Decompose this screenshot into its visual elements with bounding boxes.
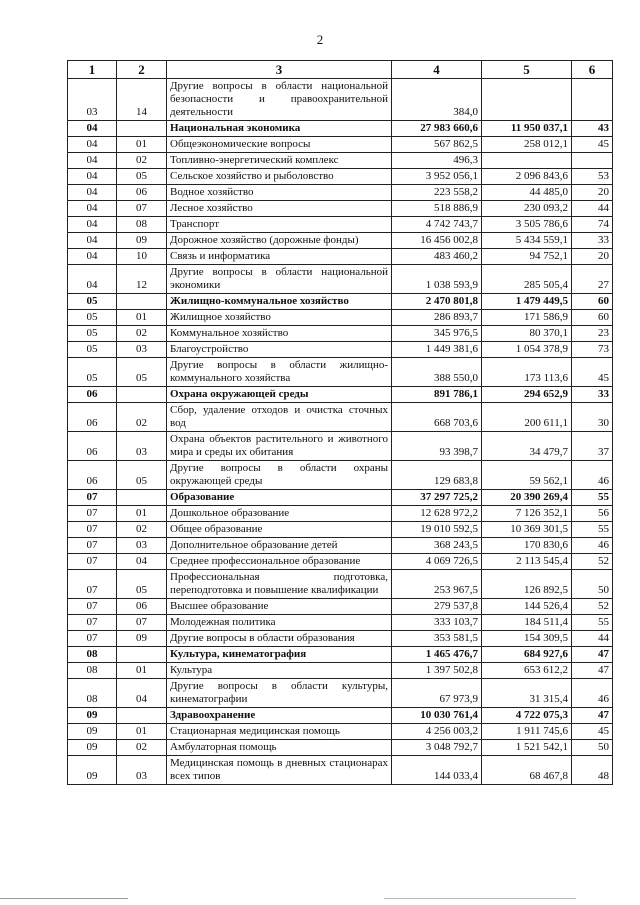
execution-amount-cell: 2 113 545,4 [482,554,572,570]
item-name-cell: Связь и информатика [167,249,392,265]
plan-amount-cell: 3 048 792,7 [392,740,482,756]
plan-amount-cell: 353 581,5 [392,631,482,647]
execution-amount-cell: 144 526,4 [482,599,572,615]
execution-amount-cell: 684 927,6 [482,647,572,663]
table-row [68,79,613,121]
subsection-code-cell: 05 [117,461,167,490]
section-code-cell: 07 [68,522,117,538]
item-name-cell: Топливно-энергетический комплекс [167,153,392,169]
section-code-cell: 04 [68,233,117,249]
execution-amount-cell: 171 586,9 [482,310,572,326]
plan-amount-cell: 2 470 801,8 [392,294,482,310]
table-row [68,724,613,740]
plan-amount-cell: 368 243,5 [392,538,482,554]
subsection-code-cell: 01 [117,137,167,153]
table-row [68,663,613,679]
section-code-cell: 06 [68,432,117,461]
column-header: 3 [167,61,392,79]
item-name-cell: Молодежная политика [167,615,392,631]
subsection-code-cell: 09 [117,233,167,249]
plan-amount-cell: 279 537,8 [392,599,482,615]
column-header: 4 [392,61,482,79]
item-name-cell: Дошкольное образование [167,506,392,522]
subsection-code-cell: 06 [117,599,167,615]
subsection-code-cell [117,121,167,137]
table-row [68,756,613,785]
execution-amount-cell: 3 505 786,6 [482,217,572,233]
section-code-cell: 04 [68,137,117,153]
plan-amount-cell: 567 862,5 [392,137,482,153]
item-name-cell: Другие вопросы в области национальной экономики [167,265,392,294]
subsection-code-cell: 01 [117,663,167,679]
table-row [68,554,613,570]
table-row [68,137,613,153]
execution-amount-cell: 5 434 559,1 [482,233,572,249]
execution-amount-cell: 34 479,7 [482,432,572,461]
subsection-code-cell [117,647,167,663]
execution-amount-cell: 31 315,4 [482,679,572,708]
budget-table [67,60,613,785]
section-row [68,647,613,663]
plan-amount-cell: 37 297 725,2 [392,490,482,506]
table-row [68,599,613,615]
table-row [68,169,613,185]
percent-cell: 48 [572,756,613,785]
section-code-cell: 04 [68,169,117,185]
percent-cell: 55 [572,522,613,538]
column-header: 5 [482,61,572,79]
table-row [68,265,613,294]
execution-amount-cell: 653 612,2 [482,663,572,679]
section-code-cell: 05 [68,326,117,342]
percent-cell: 47 [572,647,613,663]
plan-amount-cell: 483 460,2 [392,249,482,265]
subsection-code-cell: 01 [117,724,167,740]
item-name-cell: Общее образование [167,522,392,538]
item-name-cell: Лесное хозяйство [167,201,392,217]
item-name-cell: Другие вопросы в области жилищно-коммунального хозяйства [167,358,392,387]
item-name-cell: Высшее образование [167,599,392,615]
execution-amount-cell: 294 652,9 [482,387,572,403]
section-code-cell: 07 [68,599,117,615]
subsection-code-cell: 10 [117,249,167,265]
percent-cell: 53 [572,169,613,185]
table-row [68,310,613,326]
plan-amount-cell: 1 465 476,7 [392,647,482,663]
plan-amount-cell: 4 256 003,2 [392,724,482,740]
section-code-cell: 08 [68,663,117,679]
plan-amount-cell: 345 976,5 [392,326,482,342]
percent-cell: 56 [572,506,613,522]
execution-amount-cell: 4 722 075,3 [482,708,572,724]
plan-amount-cell: 144 033,4 [392,756,482,785]
percent-cell: 55 [572,490,613,506]
subsection-code-cell [117,387,167,403]
subsection-code-cell: 03 [117,538,167,554]
plan-amount-cell: 10 030 761,4 [392,708,482,724]
percent-cell: 45 [572,358,613,387]
percent-cell: 30 [572,403,613,432]
section-code-cell: 09 [68,724,117,740]
percent-cell: 52 [572,599,613,615]
table-row [68,185,613,201]
section-code-cell: 07 [68,554,117,570]
subsection-code-cell: 07 [117,615,167,631]
page-number: 2 [316,32,324,47]
percent-cell: 73 [572,342,613,358]
execution-amount-cell: 44 485,0 [482,185,572,201]
table-row [68,740,613,756]
section-code-cell: 04 [68,153,117,169]
percent-cell: 47 [572,663,613,679]
plan-amount-cell: 93 398,7 [392,432,482,461]
execution-amount-cell: 59 562,1 [482,461,572,490]
table-row [68,342,613,358]
percent-cell: 74 [572,217,613,233]
execution-amount-cell: 11 950 037,1 [482,121,572,137]
item-name-cell: Охрана объектов растительного и животного мира и среды их обитания [167,432,392,461]
item-name-cell: Амбулаторная помощь [167,740,392,756]
subsection-code-cell: 05 [117,169,167,185]
item-name-cell: Жилищно-коммунальное хозяйство [167,294,392,310]
item-name-cell: Среднее профессиональное образование [167,554,392,570]
section-code-cell: 07 [68,615,117,631]
plan-amount-cell: 496,3 [392,153,482,169]
subsection-code-cell [117,294,167,310]
table-row [68,679,613,708]
percent-cell: 45 [572,137,613,153]
execution-amount-cell: 1 911 745,6 [482,724,572,740]
table-row [68,631,613,647]
table-row [68,522,613,538]
execution-amount-cell: 2 096 843,6 [482,169,572,185]
plan-amount-cell: 891 786,1 [392,387,482,403]
item-name-cell: Стационарная медицинская помощь [167,724,392,740]
section-code-cell: 04 [68,201,117,217]
plan-amount-cell: 253 967,5 [392,570,482,599]
percent-cell: 60 [572,310,613,326]
section-code-cell: 07 [68,506,117,522]
subsection-code-cell [117,708,167,724]
table-row [68,233,613,249]
subsection-code-cell [117,490,167,506]
percent-cell [572,153,613,169]
subsection-code-cell: 03 [117,342,167,358]
subsection-code-cell: 04 [117,679,167,708]
execution-amount-cell: 94 752,1 [482,249,572,265]
item-name-cell: Здравоохранение [167,708,392,724]
subsection-code-cell: 02 [117,403,167,432]
percent-cell: 52 [572,554,613,570]
table-row [68,461,613,490]
item-name-cell: Коммунальное хозяйство [167,326,392,342]
section-code-cell: 08 [68,647,117,663]
section-row [68,387,613,403]
table-row [68,615,613,631]
plan-amount-cell: 1 449 381,6 [392,342,482,358]
subsection-code-cell: 05 [117,358,167,387]
subsection-code-cell: 12 [117,265,167,294]
percent-cell: 33 [572,387,613,403]
item-name-cell: Дорожное хозяйство (дорожные фонды) [167,233,392,249]
subsection-code-cell: 14 [117,79,167,121]
plan-amount-cell: 223 558,2 [392,185,482,201]
execution-amount-cell: 10 369 301,5 [482,522,572,538]
item-name-cell: Национальная экономика [167,121,392,137]
section-row [68,708,613,724]
subsection-code-cell: 03 [117,756,167,785]
item-name-cell: Водное хозяйство [167,185,392,201]
execution-amount-cell: 68 467,8 [482,756,572,785]
table-row [68,506,613,522]
plan-amount-cell: 12 628 972,2 [392,506,482,522]
section-code-cell: 07 [68,538,117,554]
item-name-cell: Профессиональная подготовка, переподготовка и повышение квалификации [167,570,392,599]
scan-edge-line [0,898,640,899]
plan-amount-cell: 129 683,8 [392,461,482,490]
execution-amount-cell: 173 113,6 [482,358,572,387]
percent-cell: 27 [572,265,613,294]
table-row [68,570,613,599]
item-name-cell: Медицинская помощь в дневных стационарах всех типов [167,756,392,785]
plan-amount-cell: 384,0 [392,79,482,121]
percent-cell: 43 [572,121,613,137]
subsection-code-cell: 02 [117,326,167,342]
item-name-cell: Другие вопросы в области культуры, кинематографии [167,679,392,708]
percent-cell: 44 [572,631,613,647]
percent-cell: 37 [572,432,613,461]
table-row [68,201,613,217]
section-code-cell: 09 [68,708,117,724]
table-row [68,432,613,461]
section-code-cell: 08 [68,679,117,708]
percent-cell: 50 [572,570,613,599]
column-header: 1 [68,61,117,79]
percent-cell: 20 [572,185,613,201]
subsection-code-cell: 09 [117,631,167,647]
execution-amount-cell [482,79,572,121]
percent-cell: 46 [572,679,613,708]
execution-amount-cell: 1 521 542,1 [482,740,572,756]
percent-cell: 23 [572,326,613,342]
plan-amount-cell: 3 952 056,1 [392,169,482,185]
plan-amount-cell: 4 069 726,5 [392,554,482,570]
subsection-code-cell: 02 [117,153,167,169]
section-code-cell: 07 [68,631,117,647]
section-code-cell: 04 [68,249,117,265]
plan-amount-cell: 19 010 592,5 [392,522,482,538]
plan-amount-cell: 4 742 743,7 [392,217,482,233]
item-name-cell: Жилищное хозяйство [167,310,392,326]
plan-amount-cell: 518 886,9 [392,201,482,217]
section-row [68,294,613,310]
section-code-cell: 04 [68,265,117,294]
section-row [68,121,613,137]
section-code-cell: 04 [68,185,117,201]
plan-amount-cell: 333 103,7 [392,615,482,631]
section-code-cell: 07 [68,570,117,599]
subsection-code-cell: 08 [117,217,167,233]
section-code-cell: 06 [68,387,117,403]
section-code-cell: 06 [68,403,117,432]
percent-cell: 44 [572,201,613,217]
plan-amount-cell: 1 397 502,8 [392,663,482,679]
execution-amount-cell: 20 390 269,4 [482,490,572,506]
item-name-cell: Сбор, удаление отходов и очистка сточных вод [167,403,392,432]
table-row [68,358,613,387]
section-code-cell: 05 [68,342,117,358]
subsection-code-cell: 01 [117,310,167,326]
column-header: 2 [117,61,167,79]
section-code-cell: 03 [68,79,117,121]
table-row [68,326,613,342]
table-row [68,403,613,432]
item-name-cell: Образование [167,490,392,506]
item-name-cell: Другие вопросы в области образования [167,631,392,647]
plan-amount-cell: 27 983 660,6 [392,121,482,137]
section-code-cell: 04 [68,217,117,233]
execution-amount-cell: 1 054 378,9 [482,342,572,358]
percent-cell: 60 [572,294,613,310]
item-name-cell: Дополнительное образование детей [167,538,392,554]
percent-cell: 46 [572,538,613,554]
execution-amount-cell: 170 830,6 [482,538,572,554]
item-name-cell: Транспорт [167,217,392,233]
table-row [68,153,613,169]
execution-amount-cell [482,153,572,169]
percent-cell: 20 [572,249,613,265]
section-code-cell: 05 [68,294,117,310]
execution-amount-cell: 7 126 352,1 [482,506,572,522]
percent-cell: 45 [572,724,613,740]
section-code-cell: 04 [68,121,117,137]
section-code-cell: 06 [68,461,117,490]
subsection-code-cell: 03 [117,432,167,461]
subsection-code-cell: 02 [117,740,167,756]
execution-amount-cell: 285 505,4 [482,265,572,294]
item-name-cell: Общеэкономические вопросы [167,137,392,153]
subsection-code-cell: 01 [117,506,167,522]
subsection-code-cell: 05 [117,570,167,599]
percent-cell: 46 [572,461,613,490]
percent-cell: 33 [572,233,613,249]
section-code-cell: 07 [68,490,117,506]
plan-amount-cell: 388 550,0 [392,358,482,387]
item-name-cell: Другие вопросы в области охраны окружающей среды [167,461,392,490]
plan-amount-cell: 1 038 593,9 [392,265,482,294]
table-row [68,538,613,554]
plan-amount-cell: 67 973,9 [392,679,482,708]
table-row [68,249,613,265]
section-code-cell: 09 [68,756,117,785]
plan-amount-cell: 16 456 002,8 [392,233,482,249]
subsection-code-cell: 02 [117,522,167,538]
table-header-row [68,61,613,79]
plan-amount-cell: 286 893,7 [392,310,482,326]
execution-amount-cell: 200 611,1 [482,403,572,432]
table-row [68,217,613,233]
section-code-cell: 09 [68,740,117,756]
percent-cell [572,79,613,121]
item-name-cell: Благоустройство [167,342,392,358]
execution-amount-cell: 126 892,5 [482,570,572,599]
execution-amount-cell: 1 479 449,5 [482,294,572,310]
percent-cell: 55 [572,615,613,631]
execution-amount-cell: 230 093,2 [482,201,572,217]
subsection-code-cell: 04 [117,554,167,570]
section-code-cell: 05 [68,310,117,326]
execution-amount-cell: 154 309,5 [482,631,572,647]
item-name-cell: Сельское хозяйство и рыболовство [167,169,392,185]
plan-amount-cell: 668 703,6 [392,403,482,432]
item-name-cell: Культура [167,663,392,679]
item-name-cell: Культура, кинематография [167,647,392,663]
column-header: 6 [572,61,613,79]
item-name-cell: Другие вопросы в области национальной безопасности и правоохранительной деятельности [167,79,392,121]
percent-cell: 50 [572,740,613,756]
subsection-code-cell: 07 [117,201,167,217]
percent-cell: 47 [572,708,613,724]
subsection-code-cell: 06 [117,185,167,201]
execution-amount-cell: 184 511,4 [482,615,572,631]
item-name-cell: Охрана окружающей среды [167,387,392,403]
section-code-cell: 05 [68,358,117,387]
table-body [68,79,613,785]
execution-amount-cell: 258 012,1 [482,137,572,153]
execution-amount-cell: 80 370,1 [482,326,572,342]
section-row [68,490,613,506]
